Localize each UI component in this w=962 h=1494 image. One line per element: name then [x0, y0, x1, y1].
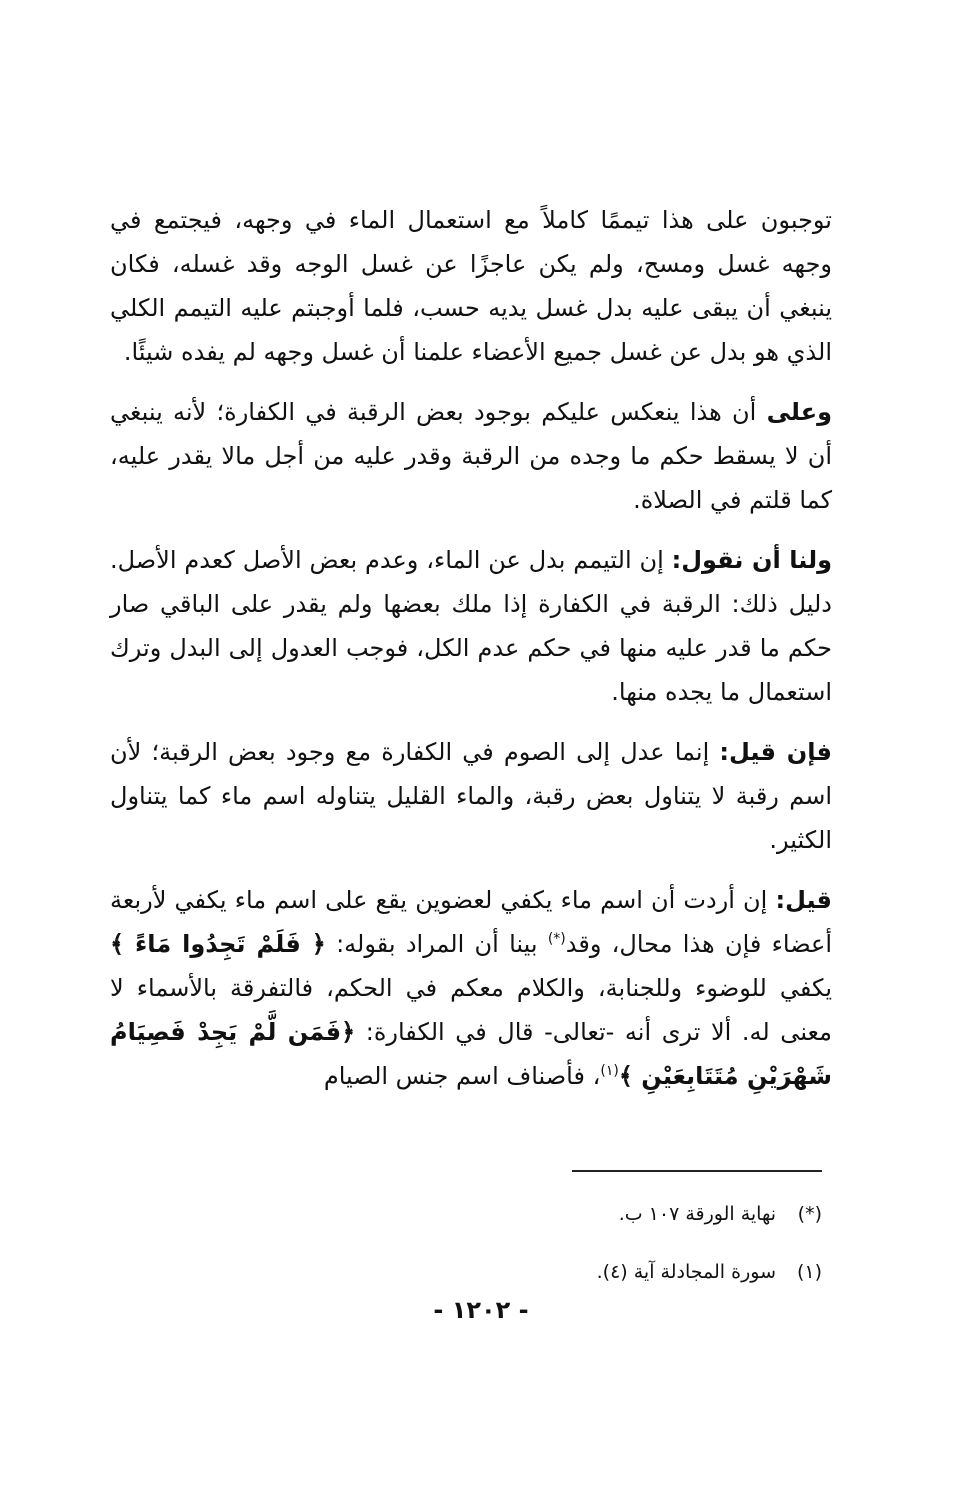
- paragraph-lead: وعلى: [766, 398, 832, 426]
- page-number: - ١٢٠٢ -: [433, 1296, 529, 1324]
- footnote-item: [300, 1200, 822, 1228]
- footnote-marker-one[interactable]: (١): [600, 1063, 619, 1079]
- paragraph-5: [110, 878, 832, 1098]
- paragraph-3: [110, 538, 832, 714]
- paragraph-text: إن أردت أن اسم ماء يكفي لعضوين يقع على اسم ماء يكفي لأربعة أعضاء فإن هذا محال، وقد: [110, 886, 833, 958]
- paragraph-lead: ولنا أن نقول:: [671, 546, 832, 574]
- paragraph-text: ، فأصناف اسم جنس الصيام: [323, 1062, 601, 1090]
- paragraph-lead: قيل:: [775, 886, 832, 914]
- paragraph-text: بينا أن المراد بقوله:: [325, 930, 548, 958]
- quran-quote: ﴿ فَلَمْ تَجِدُوا مَاءً ﴾: [110, 930, 326, 958]
- paragraph-text: أن هذا ينعكس عليكم بوجود بعض الرقبة في الكفارة؛ لأنه ينبغي أن لا يسقط حكم ما وجده من الرقبة وقدر عليه من أجل مالا يقدر عليه، كما قلتم في الصلاة.: [110, 398, 832, 514]
- footnote-divider: [572, 1170, 822, 1172]
- footnote-text: نهاية الورقة ١٠٧ ب.: [618, 1203, 776, 1225]
- main-text: [110, 198, 832, 1114]
- quran-quote: ﴿فَمَن لَّمْ يَجِدْ فَصِيَامُ شَهْرَيْنِ مُتَتَابِعَيْنِ ﴾: [110, 1018, 832, 1090]
- footnote-text: سورة المجادلة آية (٤).: [596, 1261, 776, 1283]
- paragraph-text: يكفي للوضوء وللجنابة، والكلام معكم في الحكم، فالتفرقة بالأسماء لا معنى له. ألا ترى أنه -تعالى- قال في الكفارة:: [110, 974, 832, 1046]
- footnote-mark: (*): [797, 1203, 822, 1225]
- paragraph-1: [110, 198, 832, 374]
- footnote-mark: (١): [796, 1261, 822, 1283]
- paragraph-lead: فإن قيل:: [719, 738, 833, 766]
- paragraph-text: إنما عدل إلى الصوم في الكفارة مع وجود بعض الرقبة؛ لأن اسم رقبة لا يتناول بعض رقبة، والماء القليل يتناوله اسم ماء كما يتناول الكثير.: [110, 738, 832, 854]
- paragraph-text: إن التيمم بدل عن الماء، وعدم بعض الأصل كعدم الأصل. دليل ذلك: الرقبة في الكفارة إذا ملك بعضها ولم يقدر على الباقي صار حكم ما قدر عليه منها في حكم عدم الكل، فوجب العدول إلى البدل وترك استعمال ما يجده منها.: [110, 546, 832, 706]
- footnote-item: [300, 1258, 822, 1286]
- paragraph-text: توجبون على هذا تيممًا كاملاً مع استعمال الماء في وجهه، فيجتمع في وجهه غسل ومسح، ولم يكن عاجزًا عن غسل الوجه وقد غسله، فكان ينبغي أن يبقى عليه بدل غسل يديه حسب، فلما أوجبتم عليه التيمم الكلي الذي هو بدل عن غسل جميع الأعضاء علمنا أن غسل وجهه لم يفده شيئًا.: [110, 206, 832, 366]
- paragraph-4: [110, 730, 832, 862]
- footnote-marker-star[interactable]: (*): [547, 931, 566, 947]
- paragraph-2: [110, 390, 832, 522]
